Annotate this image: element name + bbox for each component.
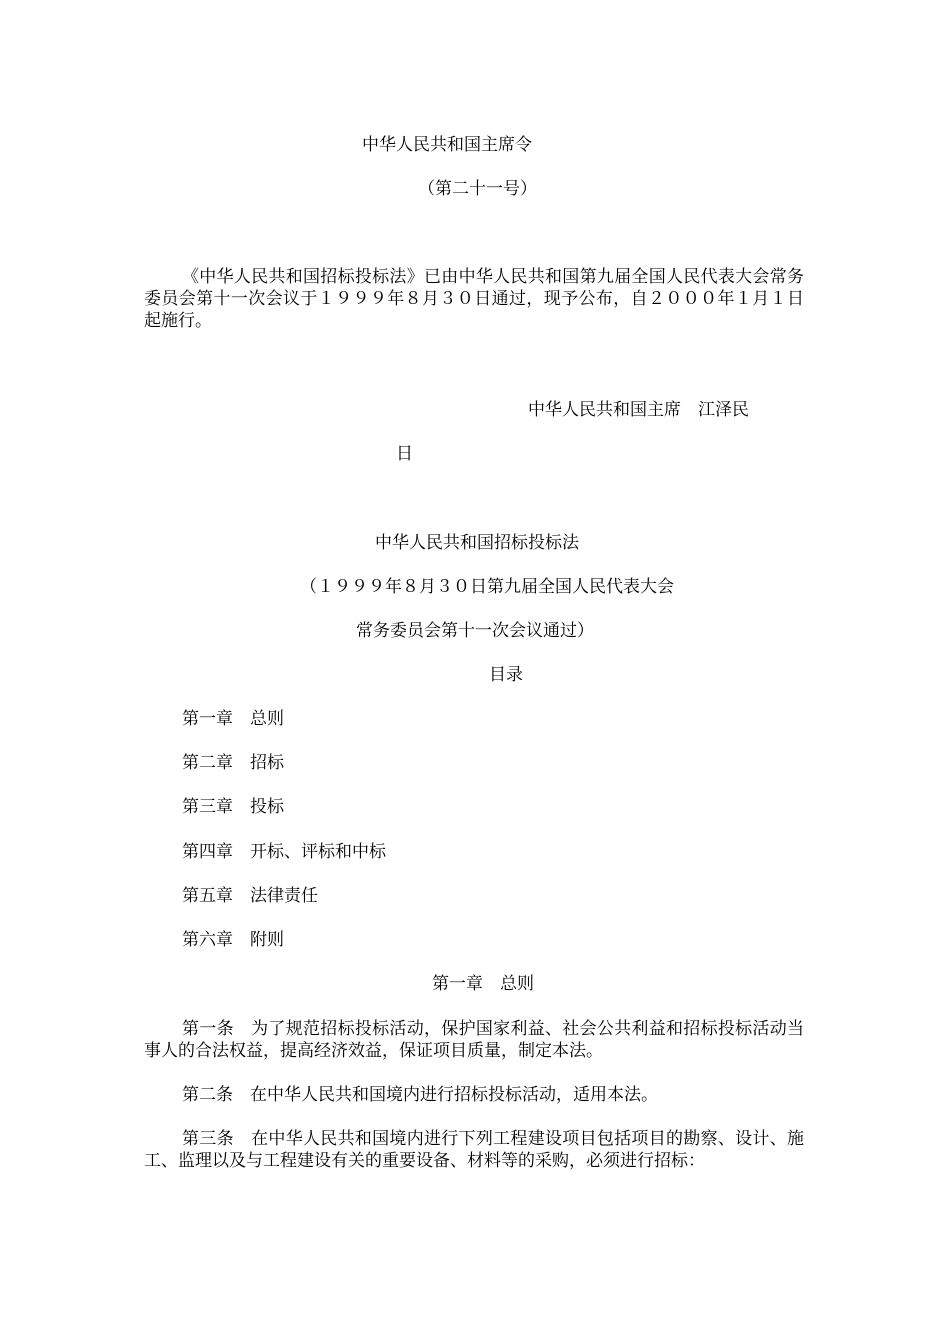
signature-date: 日 [396,444,413,464]
article-2: 第二条 在中华人民共和国境内进行招标投标活动，适用本法。 [182,1085,658,1105]
toc-item: 第一章 总则 [182,709,284,729]
decree-number: （第二十一号） [418,179,537,199]
signature-signer: 中华人民共和国主席 江泽民 [528,400,749,420]
toc-item: 第三章 投标 [182,797,284,817]
decree-body: 《中华人民共和国招标投标法》已由中华人民共和国第九届全国人民代表大会常务委员会第十一次会议于１９９９年８月３０日通过，现予公布，自２０００年１月１日起施行。 [144,267,804,331]
toc-item: 第五章 法律责任 [182,886,318,906]
toc-item: 第六章 附则 [182,930,284,950]
decree-title: 中华人民共和国主席令 [362,135,532,155]
toc-heading: 目录 [489,665,523,685]
law-title: 中华人民共和国招标投标法 [375,533,579,553]
adoption-note-line1: （１９９９年８月３０日第九届全国人民代表大会 [300,577,674,597]
toc-item: 第二章 招标 [182,753,284,773]
article-3: 第三条 在中华人民共和国境内进行下列工程建设项目包括项目的勘察、设计、施工、监理以及与工程建设有关的重要设备、材料等的采购，必须进行招标： [144,1129,804,1171]
chapter-heading: 第一章 总则 [432,974,534,994]
toc-item: 第四章 开标、评标和中标 [182,842,386,862]
article-1: 第一条 为了规范招标投标活动，保护国家利益、社会公共利益和招标投标活动当事人的合法权益，提高经济效益，保证项目质量，制定本法。 [144,1019,804,1061]
adoption-note-line2: 常务委员会第十一次会议通过） [356,621,594,641]
